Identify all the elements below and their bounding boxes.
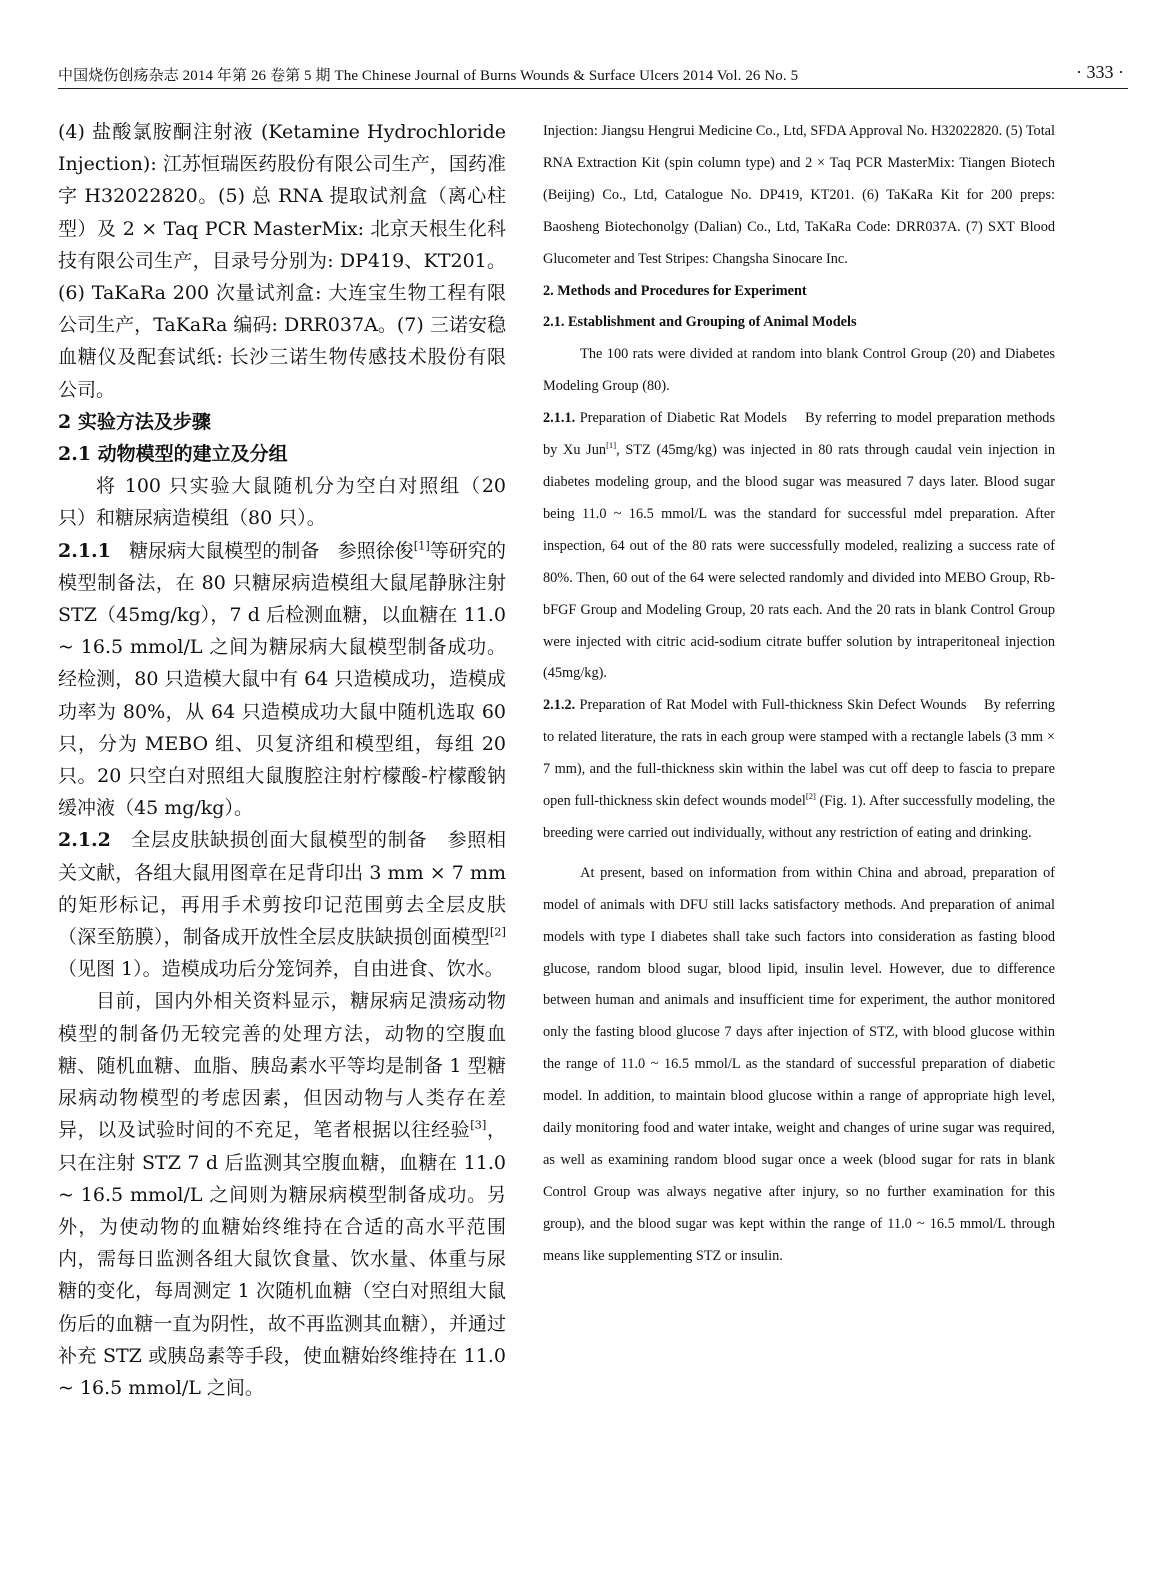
citation-ref-1-cn: [1] [413,538,430,553]
wound-model-paragraph-en [543,690,1055,850]
wound-model-text-a-cn: 参照相关文献，各组大鼠用图章在足背印出 3 mm × 7 mm的矩形标记，再用手术剪按印记范围剪去全层皮肤（深至筋膜），制备成开放性全层皮肤缺损创面模型 [58,829,506,949]
wound-model-text-a-en: By referring to related literature, the rats in each group were stamped with a rectangle labels (3 mm × 7 mm), and the full-thickness skin within the label was cut off deep to fascia to prepare open full-thickness skin defect wounds model [543,697,1056,810]
running-header [58,62,1128,89]
journal-running-title: 中国烧伤创疡杂志 2014 年第 26 卷第 5 期 The Chinese Journal of Burns Wounds & Surface Ulcers 2014 Vol. 26 No. 5 [58,68,799,84]
materials-paragraph-cn: (4) 盐酸氯胺酮注射液 (Ketamine Hydrochloride Injection): 江苏恒瑞医药股份有限公司生产，国药准字 H32022820。(5) 总 RNA 提取试剂盒（离心柱型）及 2 × Taq PCR MasterMix: 北京天根生化科技有限公司生产，目录号分别为: DP419、KT201。(6) TaKaRa 200 次量试剂盒: 大连宝生物工程有限公司生产，TaKaRa 编码: DRR037A。(7) 三诺安稳血糖仪及配套试纸: 长沙三诺生物传感技术股份有限公司。 [58,121,506,401]
subsection-title-2-1-2-cn: 全层皮肤缺损创面大鼠模型的制备 [131,829,428,852]
diabetic-model-text-a-cn: 参照徐俊 [337,539,414,562]
section-heading-2-1-cn: 2.1 动物模型的建立及分组 [58,443,288,466]
wound-model-text-b-en: (Fig. 1). After successfully modeling, the breeding were carried out individually, without any restriction of eating and drinking. [543,793,1055,841]
diabetic-model-text-a-en: By referring to model preparation methods by Xu Jun [543,410,1056,459]
subsection-title-2-1-1-en: Preparation of Diabetic Rat Models [579,410,787,427]
discussion-paragraph-cn [58,985,506,1404]
section-heading-2-en: 2. Methods and Procedures for Experiment [543,282,807,299]
diabetic-model-text-b-cn: 等研究的模型制备法，在 80 只糖尿病造模组大鼠尾静脉注射 STZ（45mg/kg），7 d 后检测血糖，以血糖在 11.0 ~ 16.5 mmol/L 之间为糖尿病大鼠模型制备成功。经检测，80 只造模大鼠中有 64 只造模成功，造模成功率为 80%，从 64 只造模成功大鼠中随机选取 60 只，分为 MEBO 组、贝复济组和模型组，每组 20 只。20 只空白对照组大鼠腹腔注射柠檬酸-柠檬酸钠缓冲液（45 mg/kg）。 [58,539,506,820]
subsection-number-2-1-1-cn: 2.1.1 [58,539,111,562]
english-column [543,116,1055,1273]
citation-ref-2-cn: [2] [489,924,506,939]
grouping-paragraph-en: The 100 rats were divided at random into blank Control Group (20) and Diabetes Modeling Group (80). [543,346,1055,395]
grouping-paragraph-cn: 将 100 只实验大鼠随机分为空白对照组（20 只）和糖尿病造模组（80 只）。 [58,475,506,530]
diabetic-model-paragraph-en [543,403,1055,690]
citation-ref-1-en: [1] [606,440,617,451]
diabetic-model-paragraph-cn [58,535,506,825]
subsection-number-2-1-2-en: 2.1.2. [543,697,576,714]
citation-ref-2-en: [2] [805,791,816,802]
section-heading-2-1-en-text: 2.1. Establishment and Grouping of Animal Models [543,314,857,331]
chinese-column [58,116,506,1404]
discussion-paragraph-en: At present, based on information from within China and abroad, preparation of model of animals with DFU still lacks satisfactory methods. And preparation of animal models with type I diabetes shall take such factors into consideration as fasting blood glucose, random blood sugar, blood lipid, insulin level. However, due to difference between human and animals and insufficient time for experiment, the author monitored only the fasting blood glucose 7 days after injection of STZ, with blood glucose within the range of 11.0 ~ 16.5 mmol/L as the standard of successful preparation of diabetic model. In addition, to maintain blood glucose within a range of appropriate high level, daily monitoring food and water intake, weight and changes of urine sugar was required, as well as examining random blood sugar once a week (blood sugar for rats in blank Control Group was always negative after injury, so no further examination for this group), and the blood sugar was kept within the range of 11.0 ~ 16.5 mmol/L through means like supplementing STZ or insulin. [543,864,1055,1264]
discussion-text-b-cn: ，只在注射 STZ 7 d 后监测其空腹血糖，血糖在 11.0 ~ 16.5 mmol/L 之间则为糖尿病模型制备成功。另外，为使动物的血糖始终维持在合适的高水平范围内，需每日监测各组大鼠饮食量、饮水量、体重与尿糖的变化，每周测定 1 次随机血糖（空白对照组大鼠伤后的血糖一直为阴性，故不再监测其血糖），并通过补充 STZ 或胰岛素等手段，使血糖始终维持在 11.0 ~ 16.5 mmol/L 之间。 [58,1119,506,1399]
discussion-text-a-cn: 目前，国内外相关资料显示，糖尿病足溃疡动物模型的制备仍无较完善的处理方法，动物的空腹血糖、随机血糖、血脂、胰岛素水平等均是制备 1 型糖尿病动物模型的考虑因素，但因动物与人类存在差异，以及试验时间的不充足，笔者根据以往经验 [58,990,506,1142]
section-heading-2-cn: 2 实验方法及步骤 [58,410,211,433]
diabetic-model-text-b-en: , STZ (45mg/kg) was injected in 80 rats through caudal vein injection in diabetes modeling group, and the blood sugar was measured 7 days later. Blood sugar being 11.0 ~ 16.5 mmol/L was the standard for successful mdel preparation. After inspection, 64 out of the 80 rats were successfully modeled, realizing a success rate of 80%. Then, 60 out of the 64 were selected randomly and divided into MEBO Group, Rb-bFGF Group and Modeling Group, 20 rats each. And the 20 rats in blank Control Group were injected with citric acid-sodium citrate buffer solution by intraperitoneal injection (45mg/kg). [543,442,1056,682]
page-number: · 333 · [1076,62,1124,82]
subsection-title-2-1-1-cn: 糖尿病大鼠模型的制备 [129,539,320,562]
wound-model-paragraph-cn [58,824,506,985]
wound-model-text-b-cn: （见图 1）。造模成功后分笼饲养，自由进食、饮水。 [58,958,504,981]
subsection-number-2-1-2-cn: 2.1.2 [58,829,111,852]
section-heading-2-1-en [543,307,1055,339]
subsection-title-2-1-2-en: Preparation of Rat Model with Full-thickness Skin Defect Wounds [579,697,967,714]
citation-ref-3-cn: [3] [470,1117,487,1132]
materials-paragraph-en: Injection: Jiangsu Hengrui Medicine Co., Ltd, SFDA Approval No. H32022820. (5) Total RNA Extraction Kit (spin column type) and 2 × Taq PCR MasterMix: Tiangen Biotech (Beijing) Co., Ltd, Catalogue No. DP419, KT201. (6) TaKaRa Kit for 200 preps: Baosheng Biotechonolgy (Dalian) Co., Ltd, TaKaRa Code: DRR037A. (7) SXT Blood Glucometer and Test Stripes: Changsha Sinocare Inc. [543,123,1055,267]
subsection-number-2-1-1-en: 2.1.1. [543,410,576,427]
